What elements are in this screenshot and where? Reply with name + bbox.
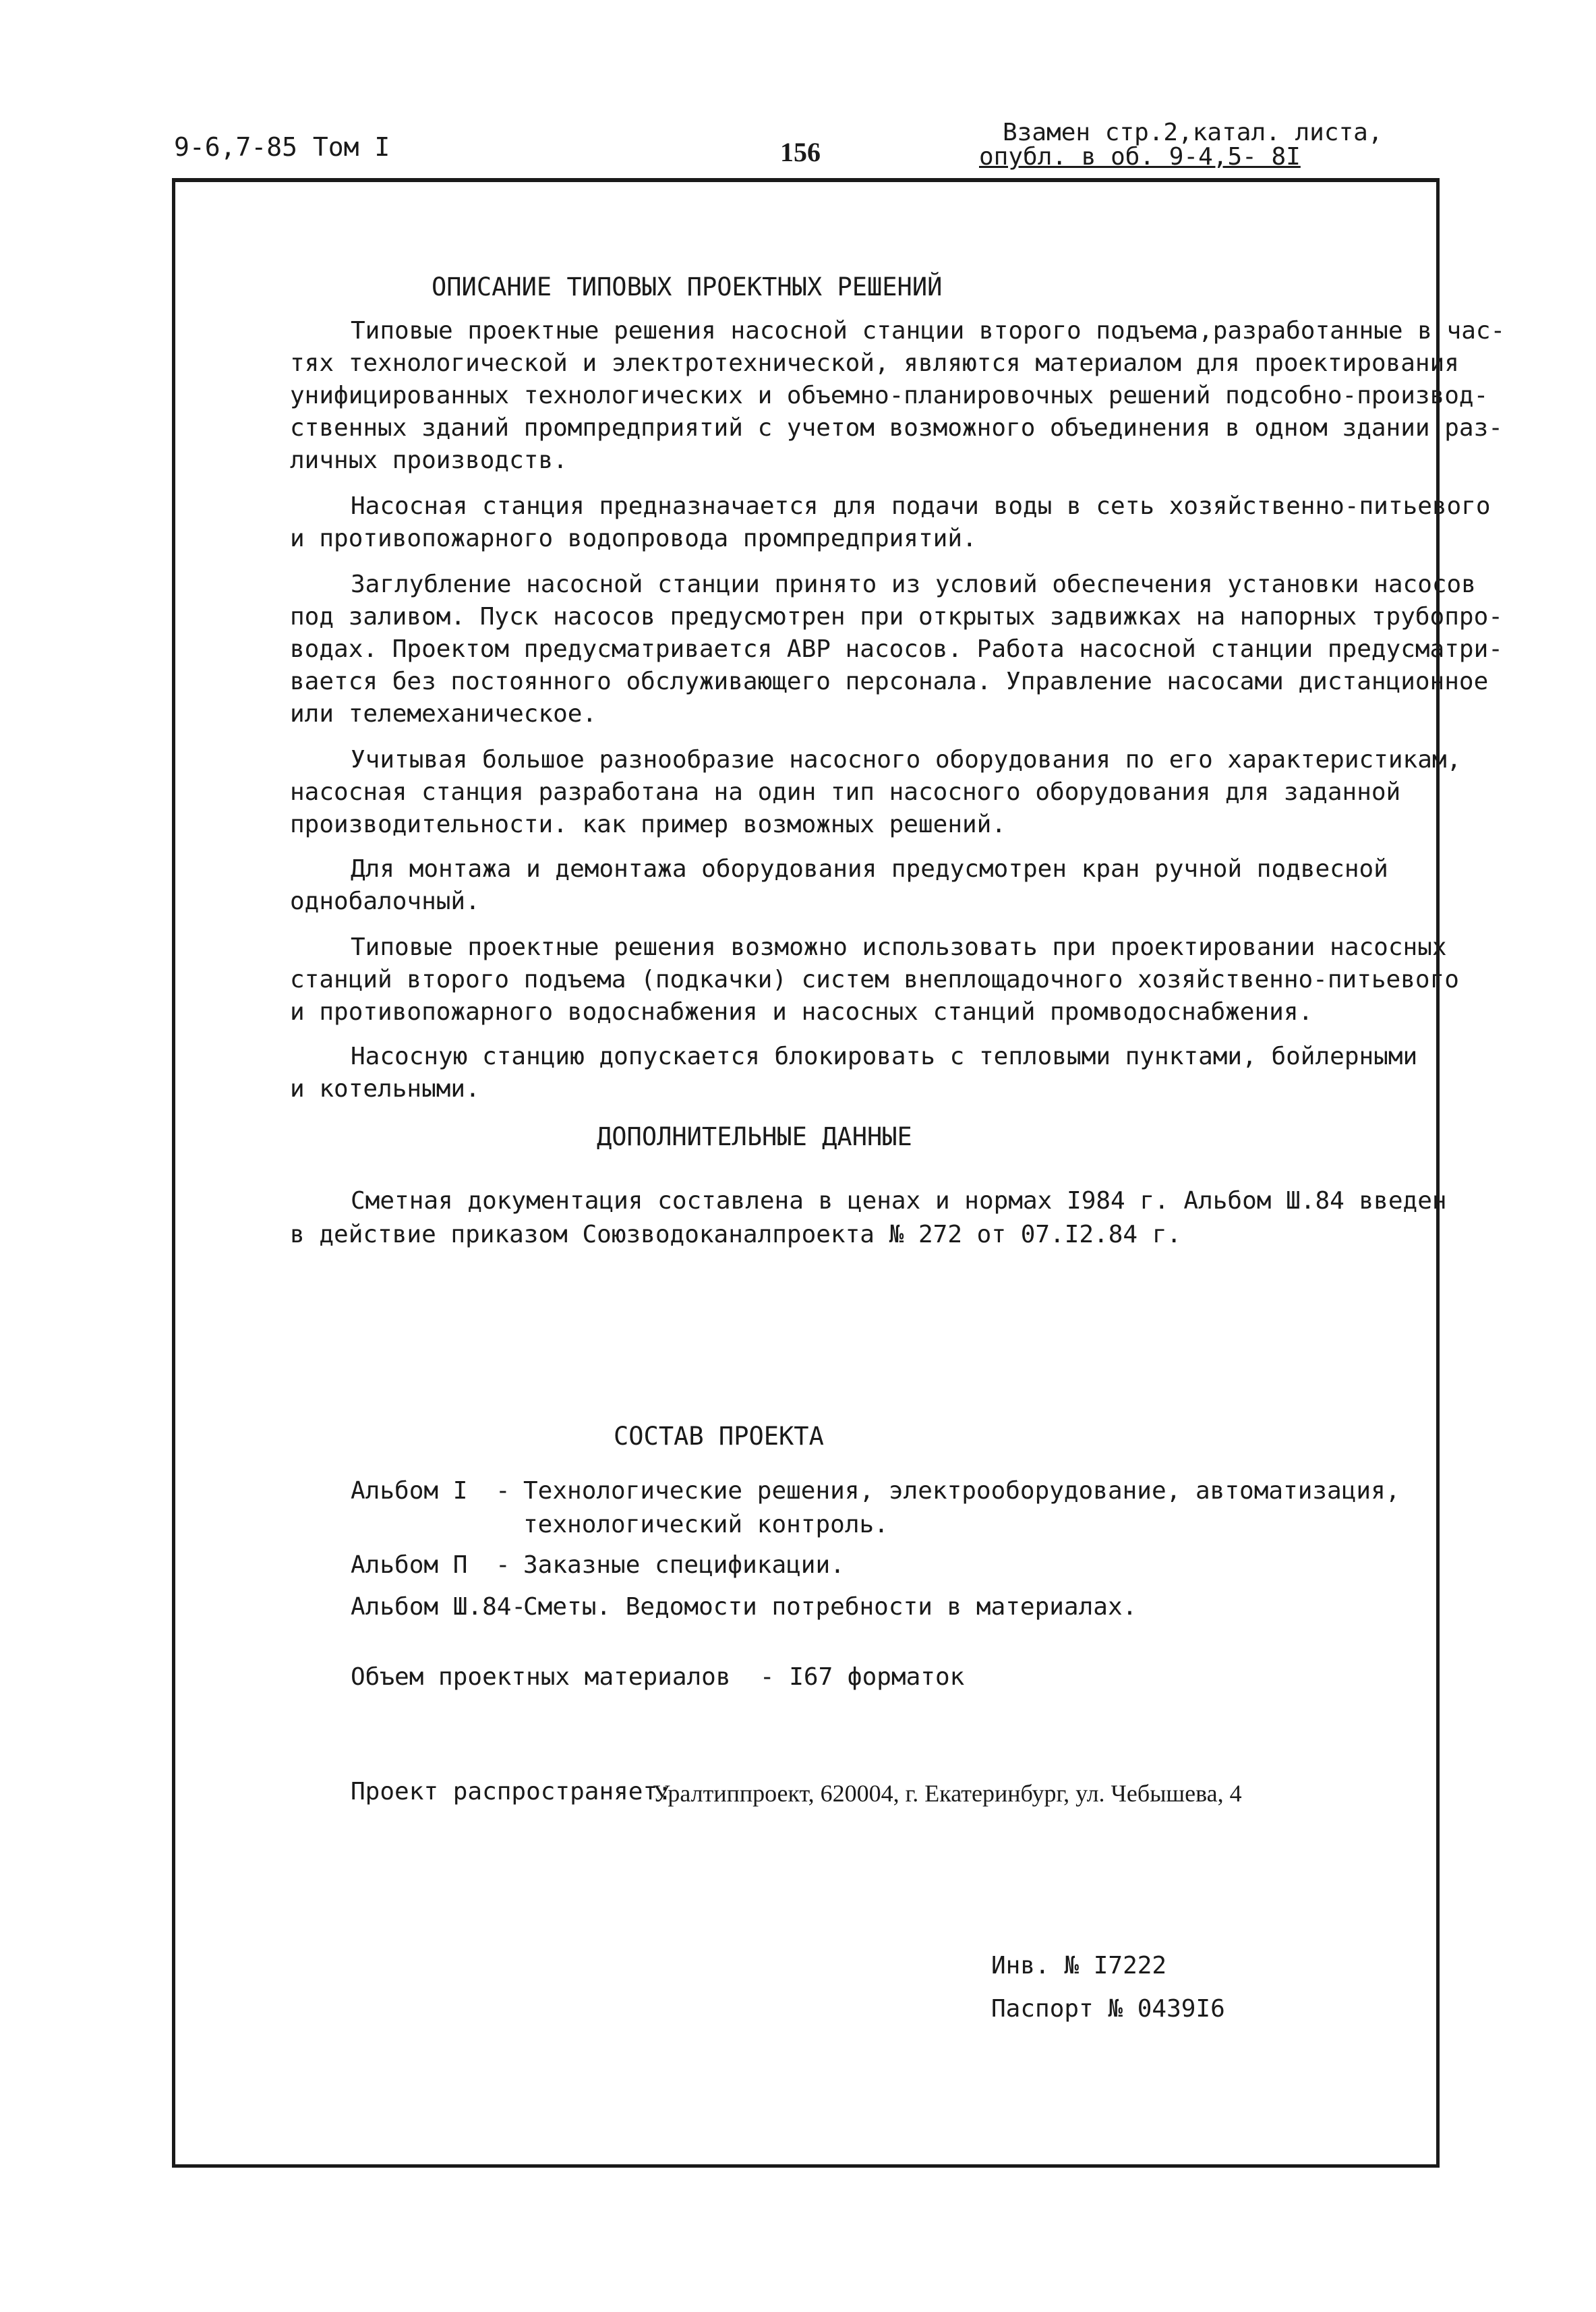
replacement-note-line-2: опубл. в об. 9-4,5- 8I xyxy=(979,143,1301,171)
paragraph-line: или телемеханическое. xyxy=(290,700,597,728)
paragraph-line: Для монтажа и демонтажа оборудования предусмотрен кран ручной подвесной xyxy=(351,855,1388,883)
paragraph-line: производительности. как пример возможных решений. xyxy=(290,811,1007,838)
paragraph-line: и котельными. xyxy=(290,1075,480,1103)
distributor-label: Проект распространяет: xyxy=(351,1778,672,1805)
album-description: Заказные спецификации. xyxy=(523,1551,845,1579)
paragraph-line: однобалочный. xyxy=(290,888,480,915)
section-title-project-composition: СОСТАВ ПРОЕКТА xyxy=(614,1422,824,1451)
paragraph-line: Насосная станция предназначается для подачи воды в сеть хозяйственно-питьевого xyxy=(351,492,1491,520)
paragraph-line: станций второго подъема (подкачки) систем внеплощадочного хозяйственно-питьевого xyxy=(290,966,1459,993)
paragraph-line: Типовые проектные решения возможно использовать при проектировании насосных xyxy=(351,933,1447,961)
paragraph-line: вается без постоянного обслуживающего персонала. Управление насосами дистанционное xyxy=(290,668,1489,695)
replacement-note-line-1: Взамен стр.2,катал. листа, xyxy=(1003,119,1383,146)
paragraph-line: Учитывая большое разнообразие насосного оборудования по его характеристикам, xyxy=(351,746,1462,774)
section-title-description: ОПИСАНИЕ ТИПОВЫХ ПРОЕКТНЫХ РЕШЕНИЙ xyxy=(432,272,943,301)
album-label: Альбом I xyxy=(351,1477,468,1505)
paragraph-line: Типовые проектные решения насосной станции второго подъема,разработанные в час- xyxy=(351,317,1506,345)
paragraph-line: ственных зданий промпредприятий с учетом возможного объединения в одном здании раз- xyxy=(290,414,1503,442)
album-description: технологический контроль. xyxy=(523,1511,889,1538)
album-label: Альбом П xyxy=(351,1551,468,1579)
album-dash: - xyxy=(496,1477,510,1505)
album-description: Сметы. Ведомости потребности в материалах. xyxy=(523,1593,1137,1621)
paragraph-line: унифицированных технологических и объемно-планировочных решений подсобно-производ- xyxy=(290,382,1489,409)
project-volume: Объем проектных материалов - I67 форматок xyxy=(351,1663,965,1691)
page-number: 156 xyxy=(780,137,821,167)
document-code: 9-6,7-85 Том I xyxy=(174,132,390,162)
section-title-additional-data: ДОПОЛНИТЕЛЬНЫЕ ДАННЫЕ xyxy=(597,1122,912,1151)
distributor-text: Уралтиппроект, 620004, г. Екатеринбург, ул. Чебышева, 4 xyxy=(653,1780,1242,1807)
album-label: Альбом Ш.84- xyxy=(351,1593,527,1621)
paragraph-line: личных производств. xyxy=(290,446,568,474)
page-frame xyxy=(172,178,1440,2168)
inventory-number: Инв. № I7222 xyxy=(991,1952,1167,1979)
album-dash: - xyxy=(496,1551,510,1579)
additional-data-line: Сметная документация составлена в ценах и нормах I984 г. Альбом Ш.84 введен xyxy=(351,1187,1447,1215)
paragraph-line: водах. Проектом предусматривается АВР насосов. Работа насосной станции предусматри- xyxy=(290,635,1503,663)
paragraph-line: и противопожарного водоснабжения и насосных станций промводоснабжения. xyxy=(290,998,1313,1026)
paragraph-line: Заглубление насосной станции принято из условий обеспечения установки насосов xyxy=(351,571,1476,598)
album-description: Технологические решения, электрооборудование, автоматизация, xyxy=(523,1477,1400,1505)
paragraph-line: под заливом. Пуск насосов предусмотрен при открытых задвижках на напорных трубопро- xyxy=(290,603,1503,631)
paragraph-line: насосная станция разработана на один тип насосного оборудования для заданной xyxy=(290,778,1401,806)
paragraph-line: и противопожарного водопровода промпредприятий. xyxy=(290,525,977,552)
paragraph-line: Насосную станцию допускается блокировать с тепловыми пунктами, бойлерными xyxy=(351,1043,1418,1070)
paragraph-line: тях технологической и электротехнической, являются материалом для проектирования xyxy=(290,349,1459,377)
additional-data-line: в действие приказом Союзводоканалпроекта № 272 от 07.I2.84 г. xyxy=(290,1221,1182,1248)
passport-number: Паспорт № 0439I6 xyxy=(991,1995,1225,2023)
